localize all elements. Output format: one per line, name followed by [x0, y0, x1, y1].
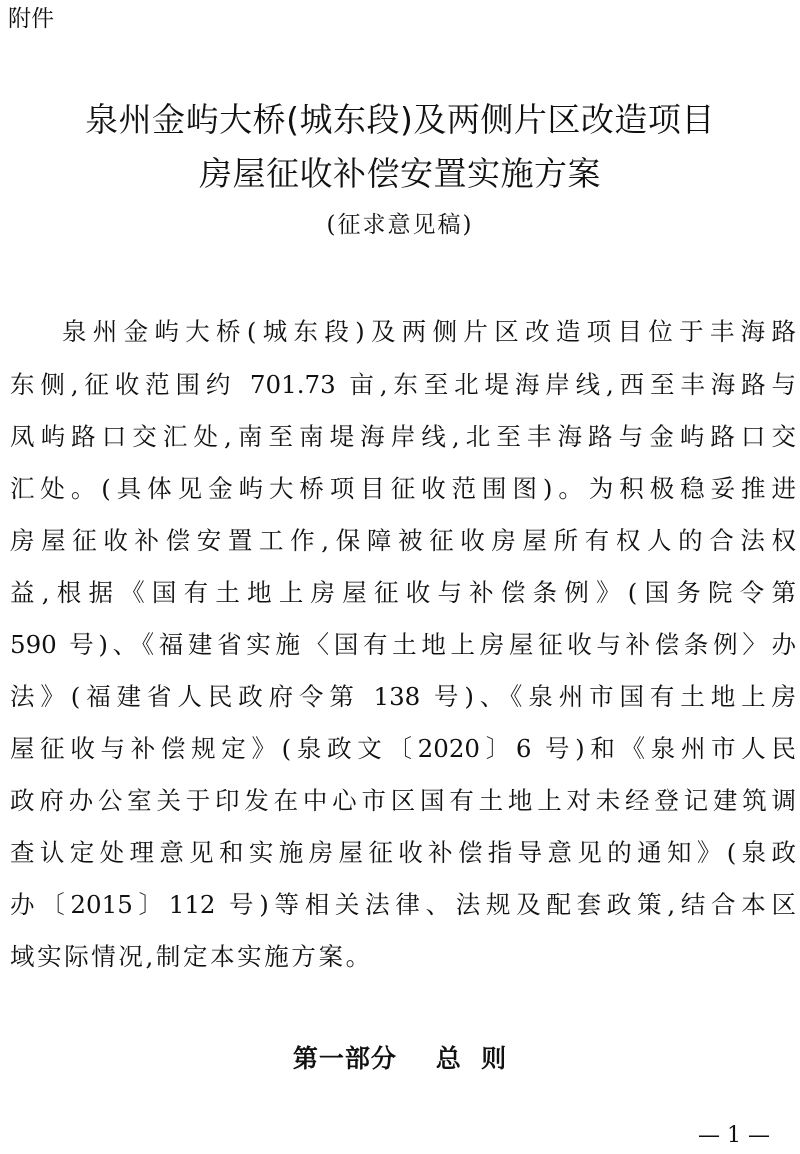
body-line: 办〔2015〕112 号)等相关法律、法规及配套政策,结合本区 — [10, 890, 796, 919]
body-line: 590 号)、《福建省实施〈国有土地上房屋征收与补偿条例〉办 — [10, 630, 796, 659]
body-line: 泉州金屿大桥(城东段)及两侧片区改造项目位于丰海路 — [62, 317, 796, 346]
document-subtitle: (征求意见稿) — [326, 212, 474, 238]
body-line: 东侧,征收范围约 701.73 亩,东至北堤海岸线,西至丰海路与 — [10, 370, 796, 399]
body-line: 屋征收与补偿规定》(泉政文〔2020〕6 号)和《泉州市人民 — [10, 734, 796, 763]
body-line: 凤屿路口交汇处,南至南堤海岸线,北至丰海路与金屿路口交 — [10, 422, 796, 451]
body-line: 查认定处理意见和实施房屋征收补偿指导意见的通知》(泉政 — [10, 838, 796, 867]
page-number: — 1 — — [698, 1123, 770, 1148]
body-line: 域实际情况,制定本实施方案。 — [10, 942, 373, 971]
body-line: 汇处。(具体见金屿大桥项目征收范围图)。为积极稳妥推进 — [10, 474, 796, 503]
body-line: 法》(福建省人民政府令第 138 号)、《泉州市国有土地上房 — [10, 682, 796, 711]
attachment-label: 附件 — [8, 6, 54, 32]
body-line: 房屋征收补偿安置工作,保障被征收房屋所有权人的合法权 — [10, 526, 796, 555]
document-title-line-2: 房屋征收补偿安置实施方案 — [199, 154, 601, 193]
body-line: 益,根据《国有土地上房屋征收与补偿条例》(国务院令第 — [10, 578, 796, 607]
document-title-line-1: 泉州金屿大桥(城东段)及两侧片区改造项目 — [85, 100, 715, 139]
body-line: 政府办公室关于印发在中心市区国有土地上对未经登记建筑调 — [10, 786, 796, 815]
section-heading: 第一部分 总 则 — [292, 1044, 508, 1073]
